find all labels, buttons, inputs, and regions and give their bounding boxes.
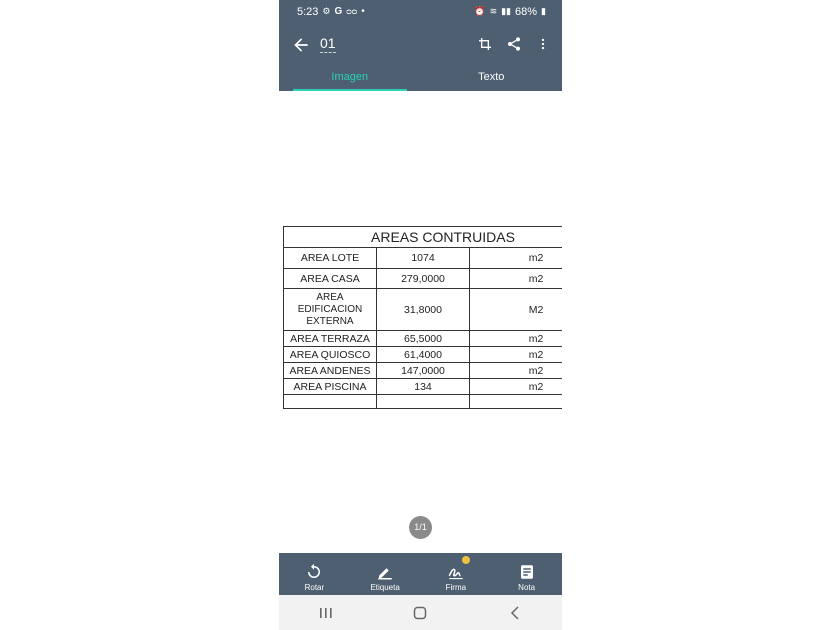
- label-label: Etiqueta: [370, 583, 400, 592]
- app-bar: [279, 23, 562, 68]
- row-value: 147,0000: [377, 363, 470, 379]
- row-label: AREA LOTE: [284, 248, 377, 269]
- row-label: AREA ANDENES: [284, 363, 377, 379]
- row-unit: m2: [470, 363, 563, 379]
- back-nav-button[interactable]: [503, 601, 527, 625]
- voicemail-icon: ᴑᴑ: [346, 6, 358, 16]
- battery-percent: 68%: [515, 5, 538, 18]
- signal-icon: ▮▮: [501, 6, 512, 16]
- recents-icon: [319, 607, 333, 619]
- battery-icon: ▮: [541, 6, 546, 16]
- google-g-icon: G: [334, 5, 343, 17]
- rotate-button[interactable]: [279, 553, 350, 595]
- system-nav-bar: [279, 595, 562, 630]
- row-value: [377, 395, 470, 409]
- new-badge: [462, 556, 470, 564]
- recents-button[interactable]: [314, 601, 338, 625]
- home-icon: [413, 606, 427, 620]
- row-value: 61,4000: [377, 347, 470, 363]
- row-label: AREA TERRAZA: [284, 331, 377, 347]
- table-row: [284, 289, 563, 331]
- row-label: [284, 395, 377, 409]
- rotate-icon: [305, 563, 323, 581]
- back-nav-icon: [510, 606, 520, 620]
- row-value: 1074: [377, 248, 470, 269]
- note-button[interactable]: [491, 553, 562, 595]
- rotate-label: Rotar: [304, 583, 325, 592]
- label-button[interactable]: [350, 553, 421, 595]
- row-unit: m2: [470, 331, 563, 347]
- areas-table: [283, 226, 562, 409]
- bottom-action-bar: [279, 553, 562, 595]
- scanned-document-image: [283, 226, 562, 416]
- note-icon: [518, 563, 536, 581]
- table-row: [284, 395, 563, 409]
- row-label: AREA PISCINA: [284, 379, 377, 395]
- more-vert-icon[interactable]: [536, 35, 550, 53]
- circle-settings-icon: ⚙: [322, 6, 331, 16]
- tab-imagen[interactable]: Imagen: [279, 68, 421, 91]
- phone-screen: [279, 0, 562, 630]
- wifi-icon: ≋: [489, 6, 498, 16]
- back-arrow-icon[interactable]: [291, 35, 311, 55]
- status-right: [474, 6, 546, 18]
- signature-button[interactable]: [421, 553, 492, 595]
- view-tabs: [279, 68, 562, 91]
- dot-icon: •: [361, 6, 365, 17]
- row-value: 31,8000: [377, 289, 470, 331]
- signature-icon: [447, 563, 465, 581]
- signature-label: Firma: [445, 583, 467, 592]
- note-label: Nota: [518, 583, 536, 592]
- pen-icon: [376, 563, 394, 581]
- alarm-icon: ⏰: [474, 6, 486, 16]
- row-value: 65,5000: [377, 331, 470, 347]
- row-unit: m2: [470, 347, 563, 363]
- home-button[interactable]: [408, 601, 432, 625]
- table-row: [284, 248, 563, 269]
- status-bar: [279, 0, 562, 23]
- row-unit: m2: [470, 379, 563, 395]
- document-title[interactable]: 01: [320, 35, 336, 51]
- row-unit: [470, 395, 563, 409]
- table-title: AREAS CONTRUIDAS: [284, 227, 563, 248]
- row-unit: m2: [470, 269, 563, 289]
- table-row: [284, 269, 563, 289]
- crop-icon[interactable]: [477, 35, 493, 53]
- row-value: 279,0000: [377, 269, 470, 289]
- row-label: AREA CASA: [284, 269, 377, 289]
- page-indicator: 1/1: [409, 516, 432, 539]
- status-time: 5:23: [297, 5, 319, 18]
- row-unit: M2: [470, 289, 563, 331]
- status-left: [297, 6, 365, 18]
- row-label: AREA EDIFICACION EXTERNA: [284, 289, 377, 331]
- share-icon[interactable]: [506, 35, 522, 53]
- row-value: 134: [377, 379, 470, 395]
- tab-texto[interactable]: Texto: [478, 71, 505, 83]
- table-row: [284, 363, 563, 379]
- table-row: [284, 347, 563, 363]
- row-unit: m2: [470, 248, 563, 269]
- table-row: [284, 331, 563, 347]
- table-row: [284, 379, 563, 395]
- row-label: AREA QUIOSCO: [284, 347, 377, 363]
